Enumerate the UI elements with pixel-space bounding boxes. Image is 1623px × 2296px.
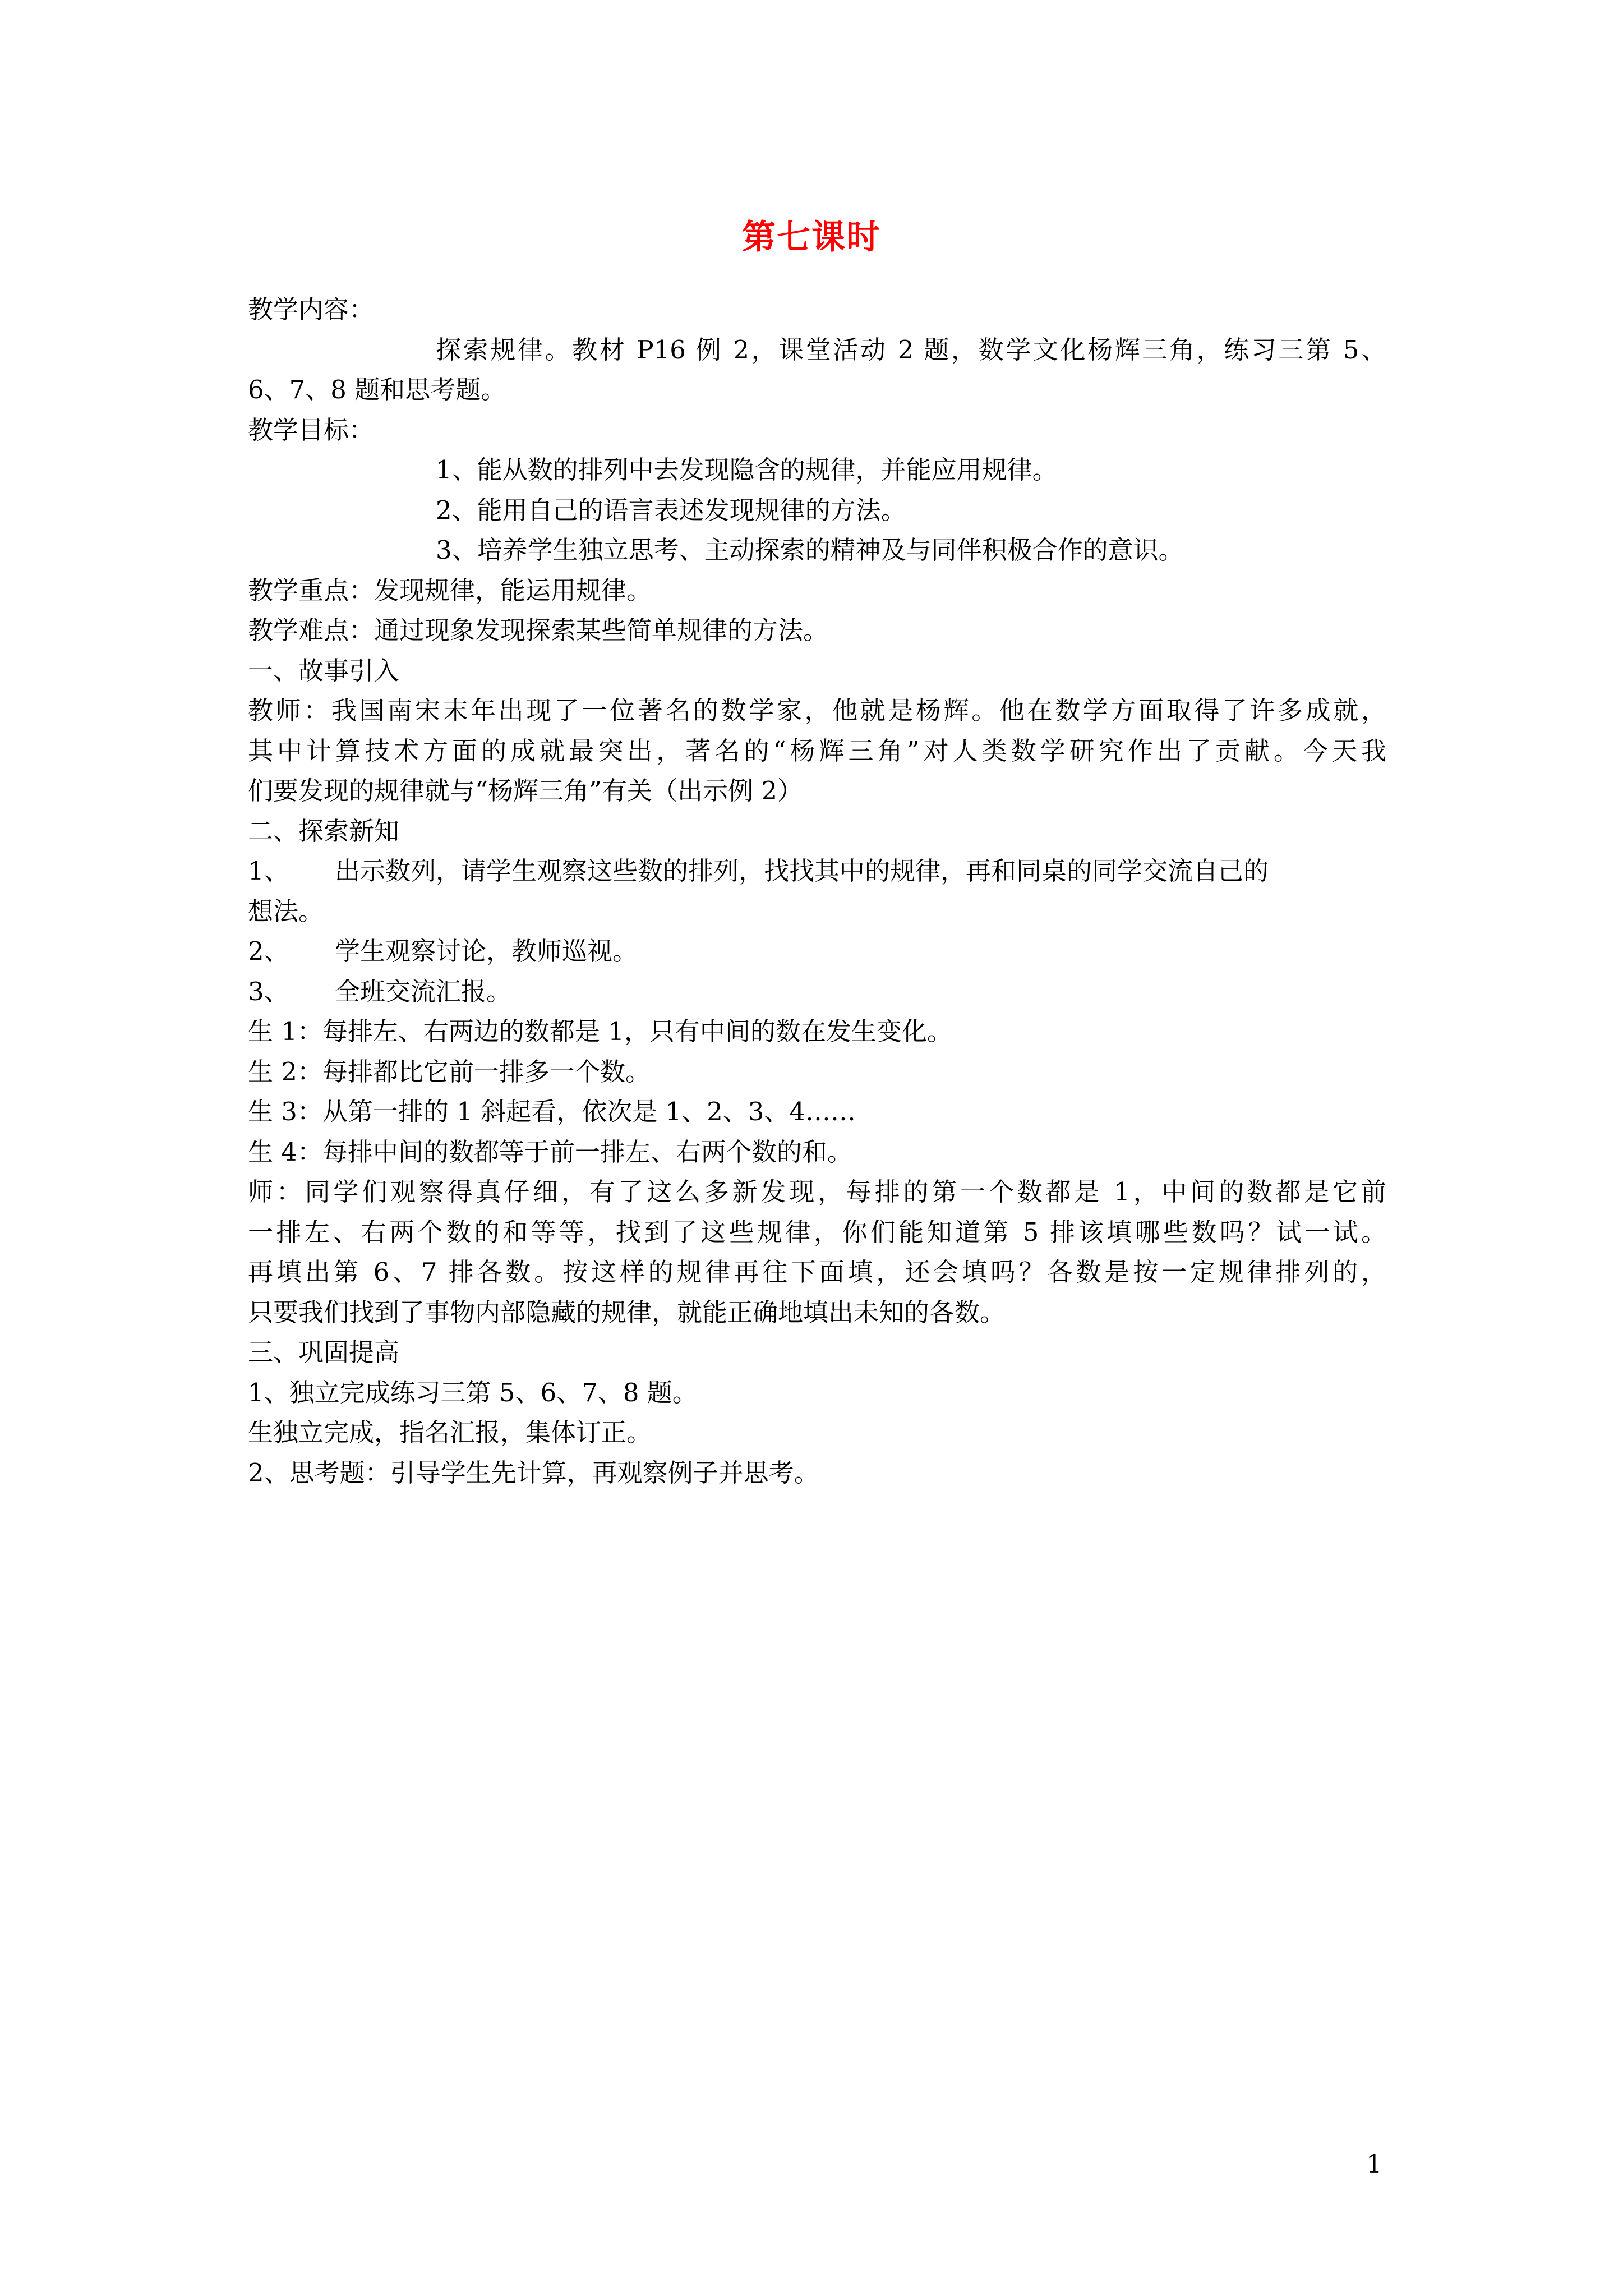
practice-item-2: 2、思考题：引导学生先计算，再观察例子并思考。 <box>248 1457 819 1488</box>
section-heading-1: 一、故事引入 <box>248 655 400 685</box>
step-number: 1、 <box>248 856 289 886</box>
teaching-content-heading: 教学内容： <box>248 295 375 324</box>
difficulty: 教学难点：通过现象发现探索某些简单规律的方法。 <box>248 615 829 645</box>
step-text: 全班交流汇报。 <box>335 976 512 1006</box>
document-title: 第七课时 <box>742 218 881 257</box>
story-line: 们要发现的规律就与“杨辉三角”有关（出示例 2） <box>248 776 803 806</box>
story-line: 其中计算技术方面的成就最突出，著名的“杨辉三角”对人类数学研究作出了贡献。今天我 <box>248 735 1386 766</box>
teacher-summary-line: 师：同学们观察得真仔细，有了这么多新发现，每排的第一个数都是 1，中间的数都是它前 <box>248 1177 1386 1207</box>
teacher-summary-line: 一排左、右两个数的和等等，找到了这些规律，你们能知道第 5 排该填哪些数吗？试一试。 <box>248 1217 1386 1247</box>
page-number: 1 <box>1366 2149 1382 2179</box>
student-answer-4: 生 4：每排中间的数都等于前一排左、右两个数的和。 <box>248 1137 852 1167</box>
step-text: 出示数列，请学生观察这些数的排列，找找其中的规律，再和同桌的同学交流自己的 <box>335 856 1269 886</box>
step-number: 2、 <box>248 936 289 966</box>
practice-item-1: 1、独立完成练习三第 5、6、7、8 题。 <box>248 1377 698 1407</box>
step-1 <box>248 851 1386 891</box>
teaching-goals-heading: 教学目标： <box>248 415 375 445</box>
student-answer-3: 生 3：从第一排的 1 斜起看，依次是 1、2、3、4…… <box>248 1097 856 1126</box>
step-number: 3、 <box>248 976 289 1006</box>
key-point: 教学重点：发现规律，能运用规律。 <box>248 575 652 605</box>
section-heading-3: 三、巩固提高 <box>248 1337 400 1367</box>
teaching-goal-3: 3、培养学生独立思考、主动探索的精神及与同伴积极合作的意识。 <box>436 535 1184 565</box>
teaching-goal-1: 1、能从数的排列中去发现隐含的规律，并能应用规律。 <box>436 455 1058 485</box>
teaching-goal-2: 2、能用自己的语言表述发现规律的方法。 <box>436 495 906 525</box>
document-body <box>248 289 1386 1493</box>
teaching-content-line: 6、7、8 题和思考题。 <box>248 375 506 404</box>
teacher-summary-line: 再填出第 6、7 排各数。按这样的规律再往下面填，还会填吗？各数是按一定规律排列的， <box>248 1257 1386 1287</box>
story-line: 教师：我国南宋末年出现了一位著名的数学家，他就是杨辉。他在数学方面取得了许多成就， <box>248 696 1386 725</box>
step-2 <box>248 931 1386 972</box>
step-3 <box>248 972 1386 1012</box>
teaching-content-line: 探索规律。教材 P16 例 2，课堂活动 2 题，数学文化杨辉三角，练习三第 5、 <box>436 334 1386 365</box>
student-answer-1: 生 1：每排左、右两边的数都是 1，只有中间的数在发生变化。 <box>248 1016 952 1046</box>
practice-item-1-note: 生独立完成，指名汇报，集体订正。 <box>248 1418 652 1447</box>
step-1-continuation: 想法。 <box>248 896 324 926</box>
section-heading-2: 二、探索新知 <box>248 816 400 846</box>
step-text: 学生观察讨论，教师巡视。 <box>335 936 638 966</box>
teacher-summary-line: 只要我们找到了事物内部隐藏的规律，就能正确地填出未知的各数。 <box>248 1297 1006 1327</box>
student-answer-2: 生 2：每排都比它前一排多一个数。 <box>248 1056 651 1087</box>
